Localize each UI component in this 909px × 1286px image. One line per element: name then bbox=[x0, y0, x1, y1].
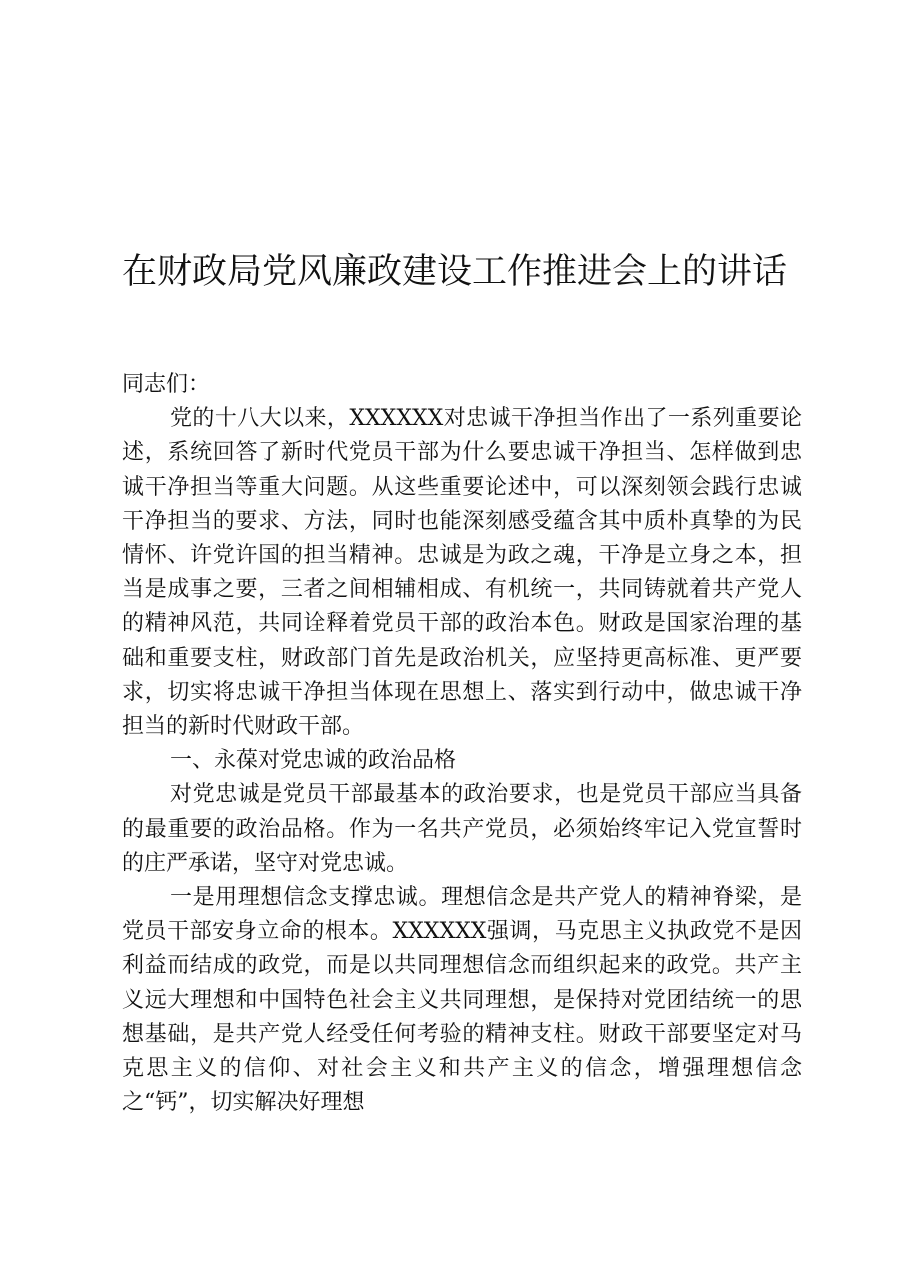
paragraph-ideals: 一是用理想信念支撑忠诚。理想信念是共产党人的精神脊梁，是党员干部安身立命的根本。XXXXXX强调，马克思主义执政党不是因利益而结成的政党，而是以共同理想信念而组织起来的政党。共产主义远大理想和中国特色社会主义共同理想，是保持对党团结统一的思想基础，是共产党人经受任何考验的精神支柱。财政干部要坚定对马克思主义的信仰、对社会主义和共产主义的信念，增强理想信念之“钙”，切实解决好理想 bbox=[122, 885, 802, 1116]
section-heading-1: 一、永葆对党忠诚的政治品格 bbox=[170, 748, 457, 774]
paragraph-intro: 党的十八大以来，XXXXXX对忠诚干净担当作出了一系列重要论述，系统回答了新时代党员干部为什么要忠诚干净担当、怎样做到忠诚干净担当等重大问题。从这些重要论述中，可以深刻领会践行忠诚干净担当的要求、方法，同时也能深刻感受蕴含其中质朴真挚的为民情怀、许党许国的担当精神。忠诚是为政之魂，干净是立身之本，担当是成事之要，三者之间相辅相成、有机统一，共同铸就着共产党人的精神风范，共同诠释着党员干部的政治本色。财政是国家治理的基础和重要支柱，财政部门首先是政治机关，应坚持更高标准、更严要求，切实将忠诚干净担当体现在思想上、落实到行动中，做忠诚干净担当的新时代财政干部。 bbox=[122, 406, 802, 740]
salutation: 同志们： bbox=[122, 372, 211, 397]
document-title: 在财政局党风廉政建设工作推进会上的讲话 bbox=[121, 252, 787, 292]
document-body bbox=[122, 368, 802, 1120]
paragraph-loyalty: 对党忠诚是党员干部最基本的政治要求，也是党员干部应当具备的最重要的政治品格。作为一名共产党员，必须始终牢记入党宣誓时的庄严承诺，坚守对党忠诚。 bbox=[122, 782, 802, 876]
